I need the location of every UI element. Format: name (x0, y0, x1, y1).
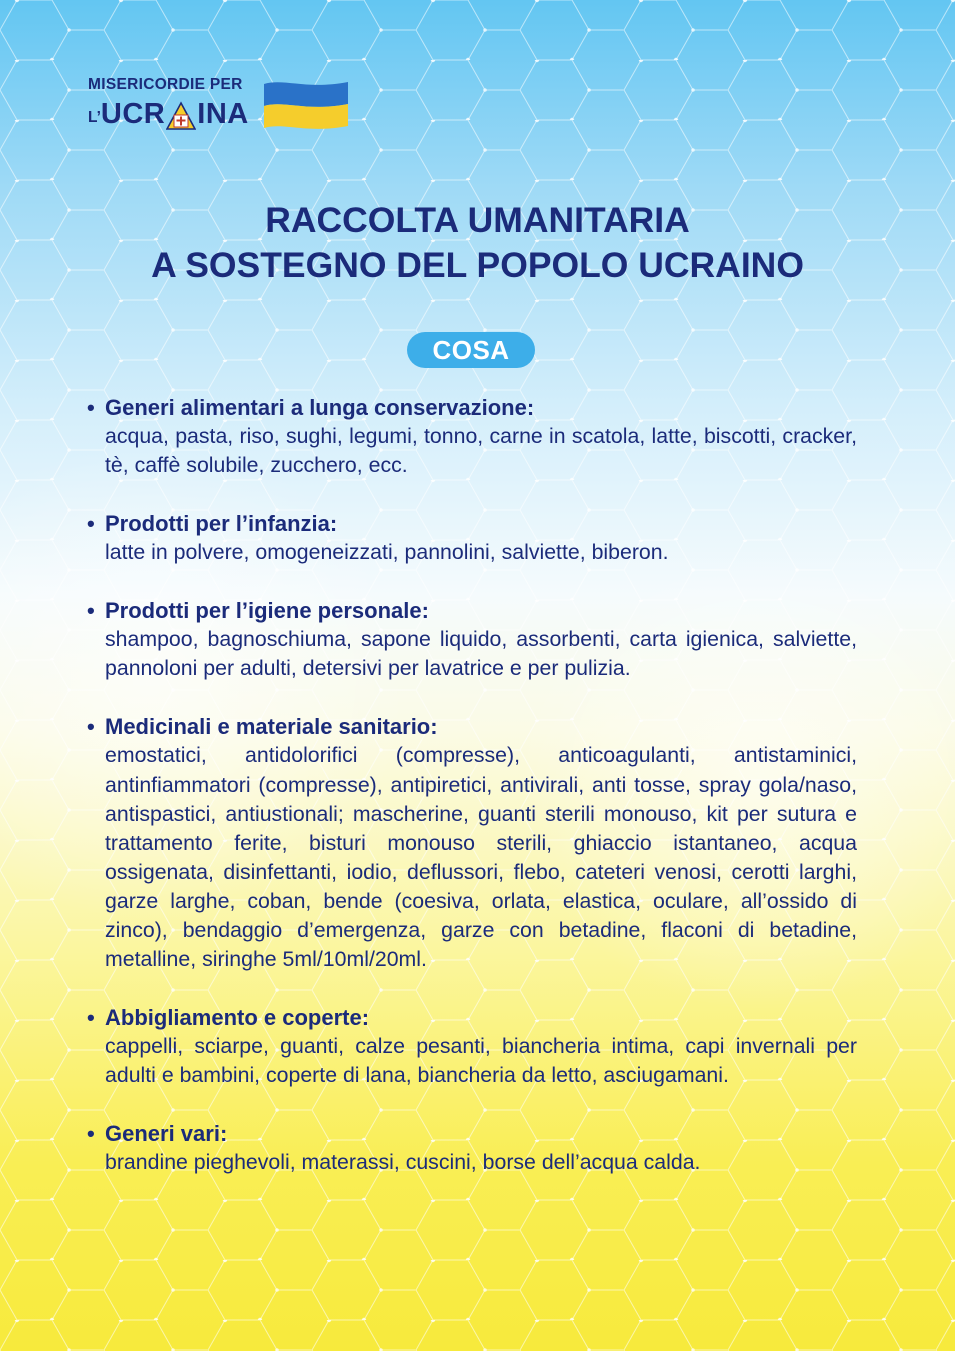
bullet-icon: • (87, 395, 95, 420)
section-body: emostatici, antidolorifici (compresse), anticoagulanti, antistaminici, antinfiammatori (compresse), antipiretici, antivirali, anti tosse, spray gola/naso, antispastici, antiustionali; mascherine, guanti sterili monouso, kit per sutura e trattamento ferite, bisturi monouso sterili, ghiaccio istantaneo, acqua ossigenata, disinfettanti, iodio, deflussori, flebo, cateteri venosi, cerotti larghi, garze larghe, coban, bende (coesiva, orlata, elastica, oculare, all’ossido di zinco), bendaggio d’emergenza, garze con betadine, flaconi di betadine, metalline, siringhe 5ml/10ml/20ml. (105, 743, 857, 972)
bullet-icon: • (87, 1121, 95, 1147)
title-line1: RACCOLTA UMANITARIA (265, 200, 690, 240)
section-heading (87, 509, 857, 538)
section-infancy (87, 509, 857, 567)
section-misc (87, 1119, 857, 1177)
section-clothing (87, 1003, 857, 1090)
logo-word-part2: INA (197, 98, 249, 130)
section-heading (87, 596, 857, 625)
section-medicine (87, 712, 857, 974)
section-heading (87, 393, 857, 422)
bullet-icon: • (87, 1005, 95, 1031)
section-hygiene (87, 596, 857, 683)
ukraine-flag-icon (262, 78, 350, 130)
bullet-icon: • (87, 511, 95, 537)
section-body: latte in polvere, omogeneizzati, pannolini, salviette, biberon. (105, 540, 669, 565)
logo-line1: MISERICORDIE PER (88, 76, 243, 93)
items-list (87, 393, 857, 1207)
bullet-icon: • (87, 714, 95, 740)
logo-word-part1: UCR (100, 98, 166, 130)
section-body: brandine pieghevoli, materassi, cuscini, borse dell’acqua calda. (105, 1150, 701, 1175)
section-heading-text: Generi alimentari a lunga conservazione: (105, 395, 535, 420)
section-food (87, 393, 857, 480)
cosa-badge: COSA (407, 332, 535, 368)
section-heading (87, 1003, 857, 1032)
section-body: cappelli, sciarpe, guanti, calze pesanti, biancheria intima, capi invernali per adulti e bambini, coperte di lana, biancheria da letto, asciugamani. (105, 1034, 857, 1088)
section-body: shampoo, bagnoschiuma, sapone liquido, assorbenti, carta igienica, salviette, pannoloni per adulti, detersivi per lavatrice e per pulizia. (105, 627, 857, 681)
section-heading-text: Abbigliamento e coperte: (105, 1005, 370, 1031)
section-heading (87, 712, 857, 741)
logo-line2 (88, 98, 249, 131)
logo-prefix: L’ (88, 109, 101, 126)
section-heading (87, 1119, 857, 1148)
section-body: acqua, pasta, riso, sughi, legumi, tonno, carne in scatola, latte, biscotti, cracker, tè, caffè solubile, zucchero, ecc. (105, 424, 857, 478)
section-heading-text: Generi vari: (105, 1121, 228, 1147)
page-title (0, 198, 955, 288)
section-heading-text: Prodotti per l’infanzia: (105, 511, 338, 537)
title-line2: A SOSTEGNO DEL POPOLO UCRAINO (151, 245, 804, 285)
misericordie-emblem-icon (166, 101, 196, 131)
bullet-icon: • (87, 598, 95, 624)
section-heading-text: Prodotti per l’igiene personale: (105, 598, 429, 624)
section-heading-text: Medicinali e materiale sanitario: (105, 714, 438, 740)
